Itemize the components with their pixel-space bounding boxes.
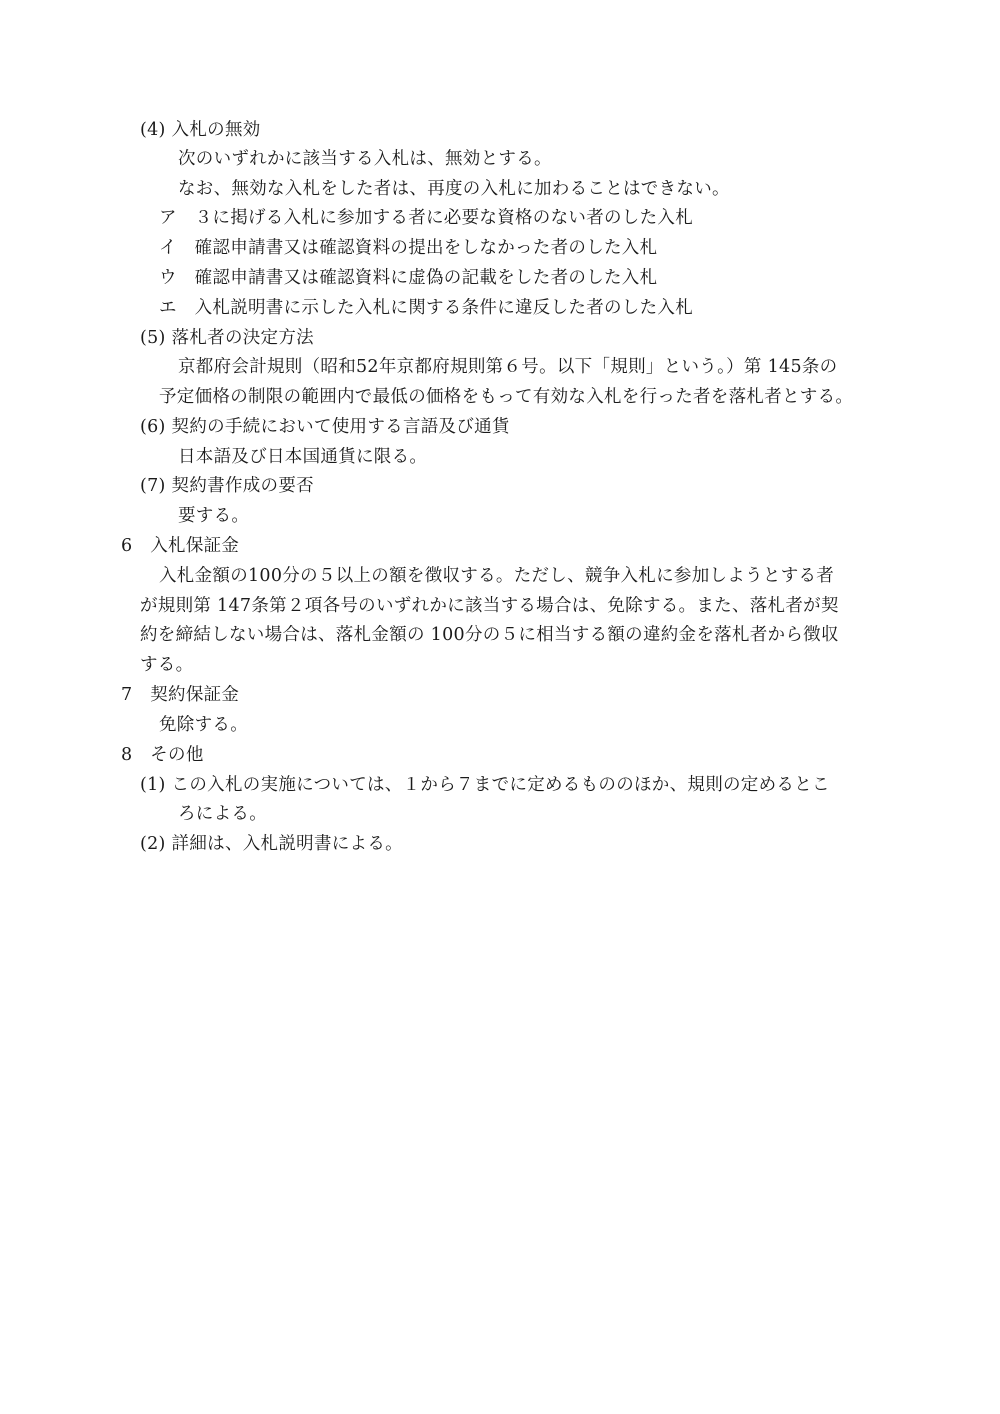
item-2: (2) 詳細は、入札説明書による。 — [140, 834, 403, 854]
paragraph-line: 京都府会計規則（昭和52年京都府規則第６号。以下「規則」という。）第 145条の — [178, 357, 838, 377]
paragraph-line: 日本語及び日本国通貨に限る。 — [178, 447, 428, 467]
paragraph-line: が規則第 147条第２項各号のいずれかに該当する場合は、免除する。また、落札者が契 — [140, 596, 839, 616]
list-item-u: ウ 確認申請書又は確認資料に虚偽の記載をした者のした入札 — [159, 268, 658, 288]
paragraph-line: 入札金額の100分の５以上の額を徴収する。ただし、競争入札に参加しようとする者 — [159, 566, 835, 586]
section-4-heading: (4) 入札の無効 — [140, 120, 261, 140]
list-item-a: ア ３に掲げる入札に参加する者に必要な資格のない者のした入札 — [159, 208, 693, 228]
paragraph-line: 免除する。 — [159, 715, 248, 735]
item-1: (1) この入札の実施については、１から７までに定めるもののほか、規則の定めるとこ — [140, 775, 830, 795]
section-5-heading: (5) 落札者の決定方法 — [140, 328, 314, 348]
paragraph-line: 予定価格の制限の範囲内で最低の価格をもって有効な入札を行った者を落札者とする。 — [159, 387, 854, 407]
list-item-i: イ 確認申請書又は確認資料の提出をしなかった者のした入札 — [159, 238, 658, 258]
article-6-heading: 6 入札保証金 — [121, 536, 240, 556]
article-7-heading: 7 契約保証金 — [121, 685, 240, 705]
list-item-e: エ 入札説明書に示した入札に関する条件に違反した者のした入札 — [159, 298, 693, 318]
paragraph-line: 約を締結しない場合は、落札金額の 100分の５に相当する額の違約金を落札者から徴収 — [140, 625, 839, 645]
paragraph-line: 次のいずれかに該当する入札は、無効とする。 — [178, 149, 552, 169]
paragraph-line: 要する。 — [178, 506, 250, 526]
article-8-heading: 8 その他 — [121, 745, 204, 765]
paragraph-line: ろによる。 — [178, 804, 267, 824]
section-7-heading: (7) 契約書作成の要否 — [140, 476, 314, 496]
paragraph-line: する。 — [140, 655, 194, 675]
section-6-heading: (6) 契約の手続において使用する言語及び通貨 — [140, 417, 510, 437]
paragraph-line: なお、無効な入札をした者は、再度の入札に加わることはできない。 — [178, 179, 730, 199]
